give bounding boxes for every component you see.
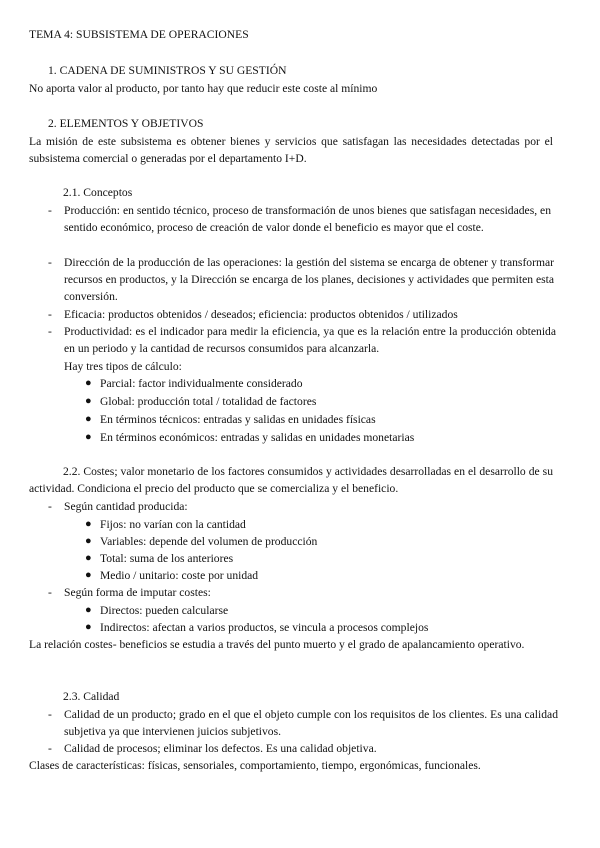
- section-1-heading: 1. CADENA DE SUMINISTROS Y SU GESTIÓN: [48, 64, 287, 77]
- section-1-text: No aporta valor al producto, por tanto hay que reducir este coste al mínimo: [29, 82, 378, 95]
- coste-total: Total: suma de los anteriores: [100, 552, 234, 565]
- subsection-calidad-heading: 2.3. Calidad: [63, 690, 120, 703]
- bullet-dot: ●: [85, 431, 92, 443]
- tipo-tecnicos: En términos técnicos: entradas y salidas en unidades físicas: [100, 413, 376, 426]
- concepto-direccion: Dirección de la producción de las operaciones: la gestión del sistema se encarga de obtener y transformar recursos en productos, y la Dirección se encarga de los planes, decisiones y actividades que permiten esta conversión.: [64, 256, 554, 304]
- bullet-dot: ●: [85, 535, 92, 547]
- calidad-clases: Clases de características: físicas, sensoriales, comportamiento, tiempo, ergonómicas, funcionales.: [29, 759, 481, 772]
- bullet-dot: ●: [85, 395, 92, 407]
- calidad-procesos: Calidad de procesos; eliminar los defectos. Es una calidad objetiva.: [64, 742, 377, 755]
- bullet-dot: ●: [85, 604, 92, 616]
- tipo-global: Global: producción total / totalidad de factores: [100, 395, 317, 408]
- bullet-dot: ●: [85, 518, 92, 530]
- coste-medio: Medio / unitario: coste por unidad: [100, 569, 259, 582]
- section-2-intro: La misión de este subsistema es obtener bienes y servicios que satisfagan las necesidades detectadas por el subsistema comercial o generadas por el departamento I+D.: [29, 135, 553, 166]
- costes-imputar-label: Según forma de imputar costes:: [64, 586, 211, 599]
- coste-fijos: Fijos: no varían con la cantidad: [100, 518, 246, 531]
- tipos-calculo-intro: Hay tres tipos de cálculo:: [64, 360, 182, 373]
- dash-bullet: -: [48, 256, 52, 269]
- bullet-dot: ●: [85, 413, 92, 425]
- dash-bullet: -: [48, 204, 52, 217]
- bullet-dot: ●: [85, 552, 92, 564]
- coste-directos: Directos: pueden calcularse: [100, 604, 229, 617]
- tipo-economicos: En términos económicos: entradas y salidas en unidades monetarias: [100, 431, 415, 444]
- costes-relacion: La relación costes- beneficios se estudia a través del punto muerto y el grado de apalancamiento operativo.: [29, 638, 525, 651]
- bullet-dot: ●: [85, 569, 92, 581]
- dash-bullet: -: [48, 586, 52, 599]
- costes-cantidad-label: Según cantidad producida:: [64, 500, 188, 513]
- dash-bullet: -: [48, 708, 52, 721]
- dash-bullet: -: [48, 500, 52, 513]
- dash-bullet: -: [48, 325, 52, 338]
- bullet-dot: ●: [85, 621, 92, 633]
- concepto-productividad: Productividad: es el indicador para medir la eficiencia, ya que es la relación entre la producción obtenida en un periodo y la cantidad de recursos consumidos para alcanzarla.: [64, 325, 556, 356]
- coste-indirectos: Indirectos: afectan a varios productos, se vincula a procesos complejos: [100, 621, 429, 634]
- tipo-parcial: Parcial: factor individualmente considerado: [100, 377, 303, 390]
- dash-bullet: -: [48, 308, 52, 321]
- bullet-dot: ●: [85, 377, 92, 389]
- dash-bullet: -: [48, 742, 52, 755]
- coste-variables: Variables: depende del volumen de producción: [100, 535, 318, 548]
- calidad-producto: Calidad de un producto; grado en el que el objeto cumple con los requisitos de los clientes. Es una calidad subjetiva ya que intervienen juicios subjetivos.: [64, 708, 558, 739]
- document-title: TEMA 4: SUBSISTEMA DE OPERACIONES: [29, 28, 249, 41]
- section-2-heading: 2. ELEMENTOS Y OBJETIVOS: [48, 117, 204, 130]
- subsection-costes-text: 2.2. Costes; valor monetario de los factores consumidos y actividades desarrolladas en el desarrollo de su actividad. Condiciona el precio del producto que se comercializa y el beneficio.: [29, 465, 553, 496]
- concepto-produccion: Producción: en sentido técnico, proceso de transformación de unos bienes que satisfagan necesidades, en sentido económico, proceso de creación de valor donde el beneficio es mayor que el coste.: [64, 204, 551, 235]
- concepto-eficacia: Eficacia: productos obtenidos / deseados; eficiencia: productos obtenidos / utilizados: [64, 308, 458, 321]
- subsection-conceptos-heading: 2.1. Conceptos: [63, 186, 133, 199]
